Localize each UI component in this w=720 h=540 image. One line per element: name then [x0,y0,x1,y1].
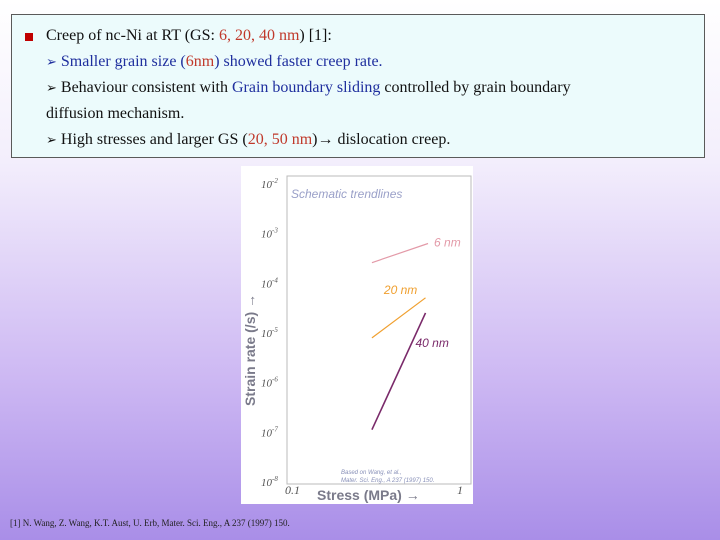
arrow-bullet-icon: ➢ [46,55,57,70]
sub1-lead: Smaller grain size ( [60,53,186,70]
chart-title: Schematic trendlines [291,187,403,201]
sub-bullet-2-cont [46,105,184,123]
annotation-line-2: Mater. Sci. Eng., A 237 (1997) 150. [341,478,435,484]
main-bullet-lead: Creep of nc-Ni at RT (GS: [46,27,219,44]
series-label: 6 nm [434,235,461,250]
series-line-40nm [372,313,426,430]
y-tick-label: $10^{-6}$ [261,375,278,390]
sub-bullet-1 [46,53,383,71]
series-label: 20 nm [383,282,418,297]
sub-bullet-2 [46,79,571,97]
sub1-highlight: 6nm [185,53,215,70]
reference: [1] N. Wang, Z. Wang, K.T. Aust, U. Erb, Mater. Sci. Eng., A 237 (1997) 150. [10,518,290,528]
y-tick-label: $10^{-8}$ [261,475,278,489]
sub3-lead: High stresses and larger GS ( [60,131,248,148]
main-bullet-tail: ) [1]: [299,27,332,44]
text-box [11,14,705,158]
sub2-line2: diffusion mechanism. [46,105,185,122]
sub2-lead: Behaviour consistent with [60,79,232,96]
y-tick-label: $10^{-3}$ [261,226,278,241]
grain-sizes: 6, 20, 40 nm [218,27,300,44]
bullet-square-icon [25,33,33,41]
x-tick-label: 1 [457,483,463,497]
sub2-tail: controlled by grain boundary [380,79,571,96]
x-axis-label: Stress (MPa) → [317,487,420,503]
arrow-bullet-icon: ➢ [46,133,57,148]
main-bullet [46,27,332,45]
series-line-6nm [372,243,428,262]
y-tick-label: $10^{-5}$ [261,326,278,340]
strain-rate-chart [241,166,473,504]
sub3-tail: )→ dislocation creep. [312,131,451,148]
plot-frame [287,176,471,484]
sub3-highlight: 20, 50 nm [247,131,313,148]
sub-bullet-3 [46,131,450,149]
x-tick-label: 0.1 [285,483,300,497]
sub2-gbs: Grain boundary sliding [232,79,381,96]
series-label: 40 nm [415,335,449,350]
y-tick-label: $10^{-2}$ [261,177,278,191]
chart-figure [241,166,473,504]
y-tick-label: $10^{-4}$ [261,276,278,291]
y-axis-label: Strain rate (/s) → [242,293,258,406]
annotation-line-1: Based on Wang, et al., [341,470,402,476]
sub1-tail: ) showed faster creep rate. [214,53,383,70]
arrow-bullet-icon: ➢ [46,81,57,96]
y-tick-label: $10^{-7}$ [261,425,278,440]
